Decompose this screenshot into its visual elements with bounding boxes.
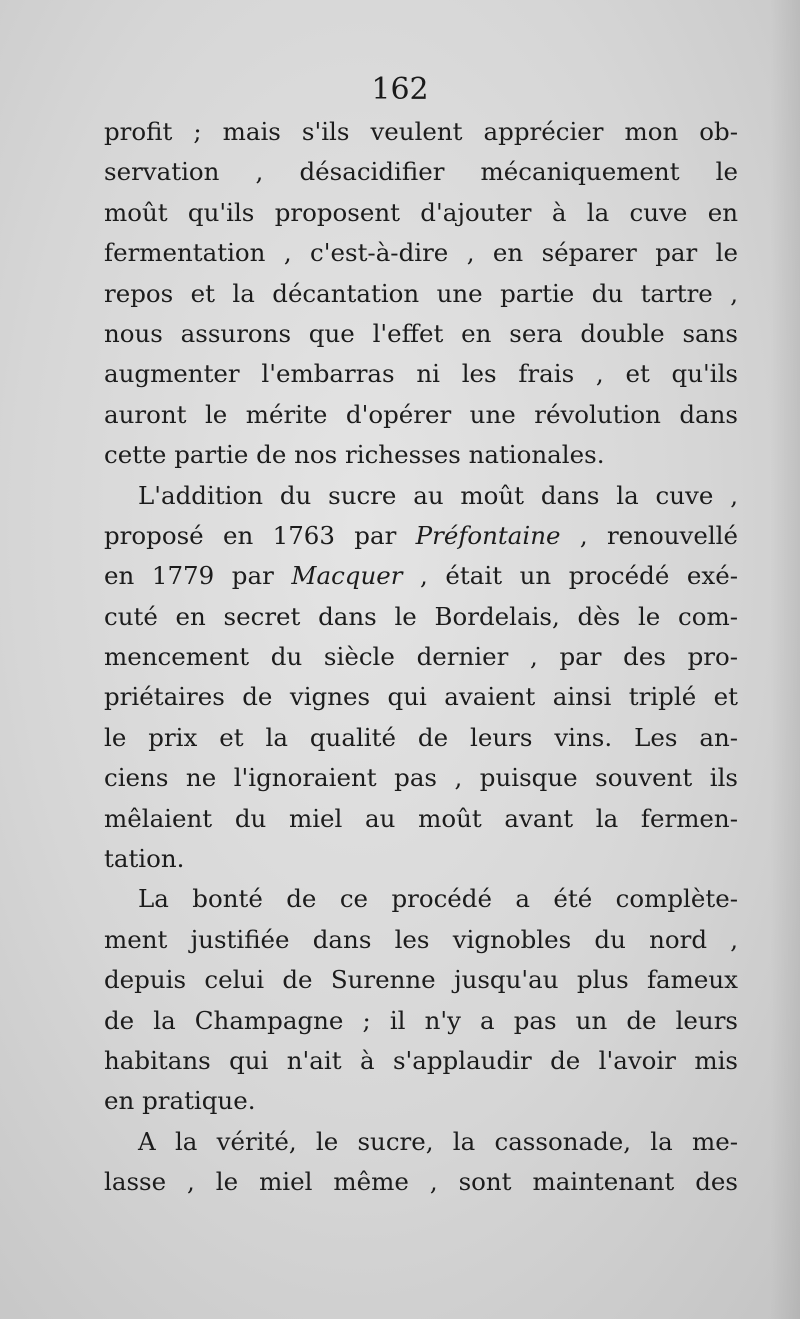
text-line: servation , désacidifier mécaniquement le [104, 157, 738, 187]
text-line: auront le mérite d'opérer une révolution dans [104, 399, 738, 429]
text-line: ment justifiée dans les vignobles du nord , [104, 924, 738, 954]
text-line: fermentation , c'est-à-dire , en séparer par le [104, 238, 738, 268]
text-line: le prix et la qualité de leurs vins. Les an- [104, 722, 738, 752]
text-line: moût qu'ils proposent d'ajouter à la cuve en [104, 197, 738, 227]
text-line: priétaires de vignes qui avaient ainsi triplé et [104, 682, 738, 712]
text-line: proposé en 1763 par Préfontaine , renouvellé [104, 520, 738, 550]
text-line: La bonté de ce procédé a été complète- [138, 884, 738, 914]
text-line: depuis celui de Surenne jusqu'au plus fameux [104, 965, 738, 995]
text-line: A la vérité, le sucre, la cassonade, la me- [138, 1126, 738, 1156]
text-line: de la Champagne ; il n'y a pas un de leurs [104, 1005, 738, 1035]
page-edge-shadow [770, 0, 800, 1319]
text-line: lasse , le miel même , sont maintenant des [104, 1167, 738, 1197]
text-line: nous assurons que l'effet en sera double sans [104, 318, 738, 348]
text-line: cette partie de nos richesses nationales. [104, 440, 605, 470]
text-line: ciens ne l'ignoraient pas , puisque souvent ils [104, 763, 738, 793]
body-text [104, 112, 738, 1203]
text-line: mencement du siècle dernier , par des pro- [104, 642, 738, 672]
text-line: repos et la décantation une partie du tartre , [104, 278, 738, 308]
text-line: cuté en secret dans le Bordelais, dès le com- [104, 601, 738, 631]
text-line: mêlaient du miel au moût avant la fermen- [104, 803, 738, 833]
text-line: L'addition du sucre au moût dans la cuve , [138, 480, 738, 510]
text-line: en 1779 par Macquer , était un procédé exé- [104, 561, 738, 591]
page-number: 162 [371, 72, 429, 107]
text-line: habitans qui n'ait à s'applaudir de l'avoir mis [104, 1045, 738, 1075]
text-line: en pratique. [104, 1086, 256, 1116]
text-line: augmenter l'embarras ni les frais , et qu'ils [104, 359, 738, 389]
text-line: profit ; mais s'ils veulent apprécier mon ob- [104, 117, 738, 146]
text-line: tation. [104, 844, 185, 874]
